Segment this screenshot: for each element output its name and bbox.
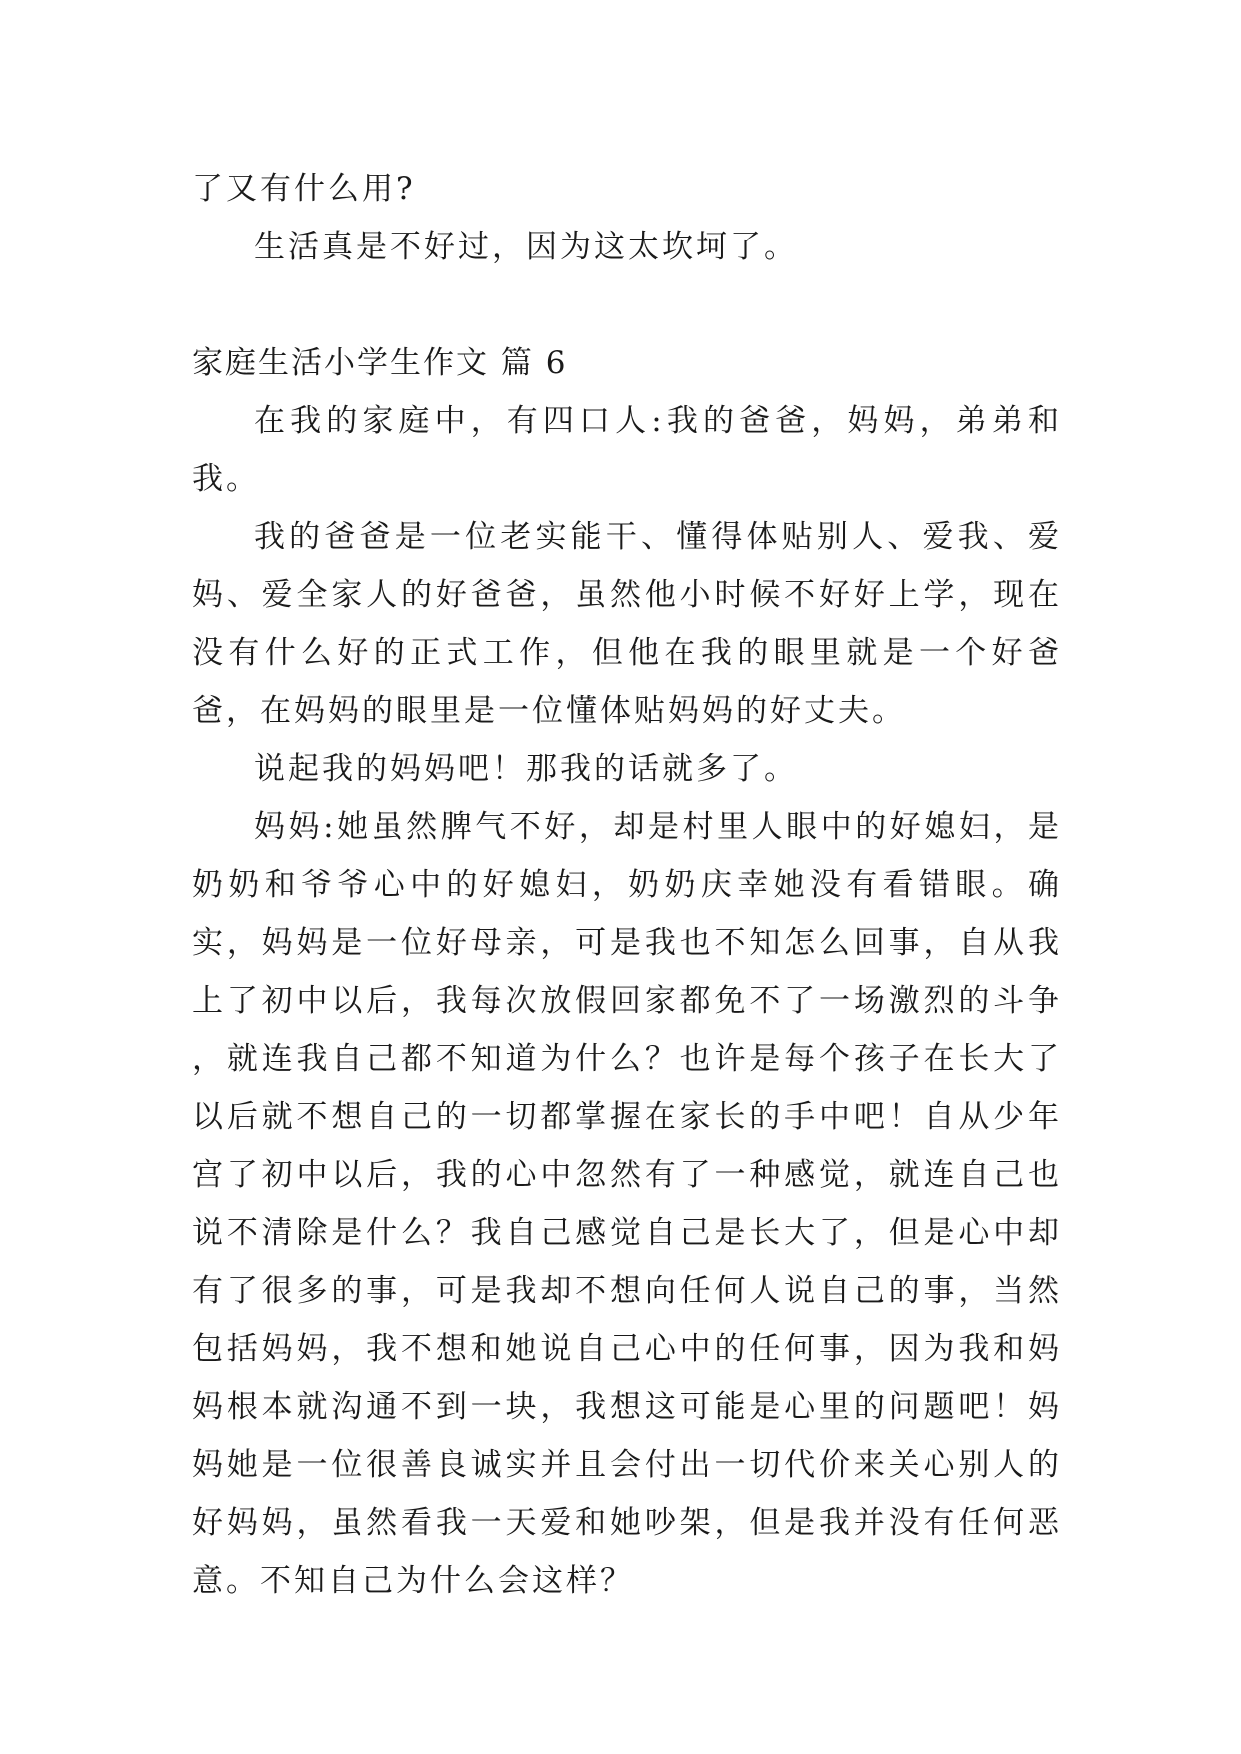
paragraph: 生活真是不好过，因为这太坎坷了。 — [254, 229, 798, 265]
document-body — [192, 160, 1062, 1610]
paragraph-continuation: 了又有什么用? — [192, 171, 416, 207]
paragraph: 妈妈:她虽然脾气不好，却是村里人眼中的好媳妇，是奶奶和爷爷心中的好媳妇，奶奶庆幸她没有看错眼。确实，妈妈是一位好母亲，可是我也不知怎么回事，自从我上了初中以后，我每次放假回家都免不了一场激烈的斗争 ，就连我自己都不知道为什么？也许是每个孩子在长大了以后就不想自己的一切都掌握在家长的手中吧！自从少年宫了初中以后，我的心中忽然有了一种感觉，就连自己也说不清除是什么？我自己感觉自己是长大了，但是心中却有了很多的事，可是我却不想向任何人说自己的事，当然包括妈妈，我不想和她说自己心中的任何事，因为我和妈妈根本就沟通不到一块，我想这可能是心里的问题吧！妈妈她是一位很善良诚实并且会付出一切代价来关心别人的好妈妈，虽然看我一天爱和她吵架，但是我并没有任何恶意。不知自己为什么会这样？ — [192, 809, 1062, 1599]
paragraph: 在我的家庭中，有四口人:我的爸爸，妈妈，弟弟和我。 — [192, 403, 1062, 497]
paragraph: 说起我的妈妈吧！那我的话就多了。 — [254, 751, 798, 787]
section-heading: 家庭生活小学生作文 篇 6 — [192, 345, 568, 381]
paragraph: 我的爸爸是一位老实能干、懂得体贴别人、爱我、爱妈、爱全家人的好爸爸，虽然他小时候不好好上学，现在没有什么好的正式工作，但他在我的眼里就是一个好爸爸，在妈妈的眼里是一位懂体贴妈妈的好丈夫。 — [192, 519, 1062, 729]
